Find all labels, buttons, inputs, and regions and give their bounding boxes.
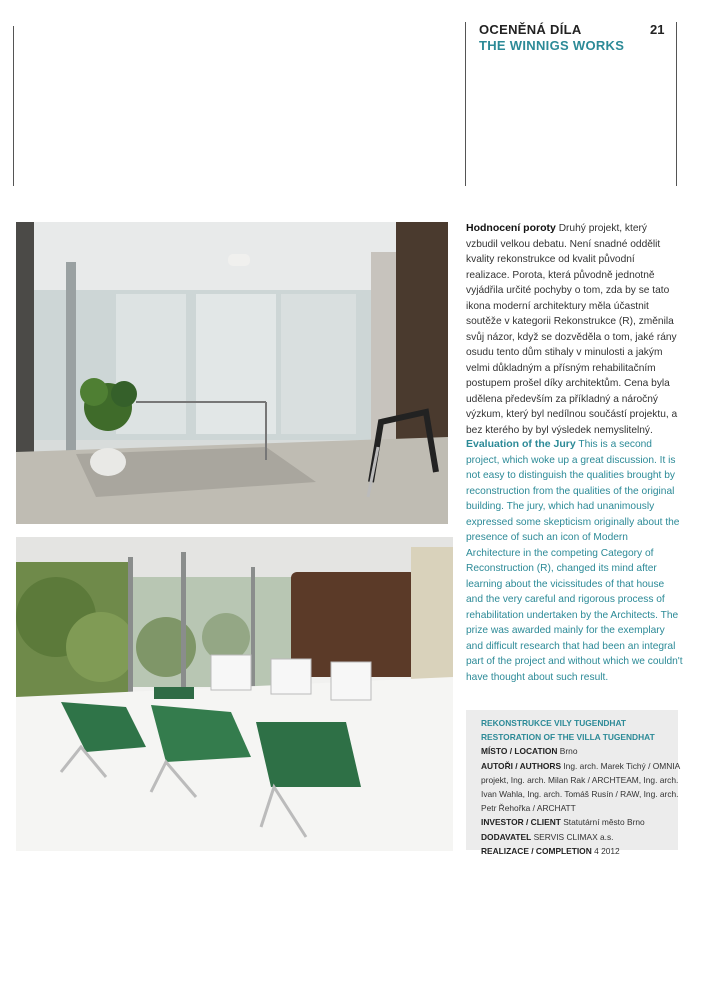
location-value: Brno (559, 746, 578, 757)
section-title-cs: OCENĚNÁ DÍLA (479, 22, 582, 37)
section-title-en: THE WINNIGS WORKS (479, 38, 625, 53)
jury-body-en: This is a second project, which woke up a great discussion. It is not easy to distinguish the qualities brought by reconstruction from the qualities of the original building. The jury, which had unanimously expressed some skepticism originally about the presence of such an icon of Modern Architecture in the competing Category of Reconstruction (R), changed its mind after learning about the vicissitudes of that house and the very careful and rigorous process of rehabilitation undertaken by the Architects. The prize was awarded mainly for the exemplary and difficult research that had been an integral part of the project and without which we couldn't have thought about such result. (466, 439, 683, 683)
jury-body-cs: Druhý projekt, který vzbudil velkou debatu. Není snadné oddělit kvality rekonstrukce od kvalit původní realizace. Porota, která původně jednotně vyjádřila určité pochyby o tom, zda by se tato ikona moderní architektury měla účastnit soutěže v kategorii Rekonstrukce (R), změnila svůj názor, když se dozvěděla o tom, jaké rány osudu tento dům stihaly v minulosti a jakým velmi důkladným a přísným rehabilitačním postupem prošel díky architektům. Cena byla udělena především za příkladný a náročný výzkum, který byl nedílnou součástí projektu, a bez kterého by byl výsledek nemyslitelný. (466, 223, 678, 436)
project-title-en: RESTORATION OF THE VILLA TUGENDHAT (481, 732, 655, 743)
completion-label: REALIZACE / COMPLETION (481, 845, 592, 856)
page-number: 21 (650, 22, 665, 37)
jury-heading-cs: Hodnocení poroty (466, 222, 556, 234)
investor-label: INVESTOR / CLIENT (481, 817, 561, 828)
photo-interior-glass-wall (16, 222, 448, 524)
jury-evaluation-cs (466, 221, 680, 438)
supplier-value: SERVIS CLIMAX a.s. (533, 831, 614, 842)
jury-heading-en: Evaluation of the Jury (466, 438, 576, 450)
authors-value: Ing. arch. Marek Tichý / OMNIA projekt, Ing. arch. Milan Rak / ARCHTEAM, Ing. arch. Ivan Wahla, Ing. arch. Tomáš Rusín / RAW, Ing. arch. Petr Řehořka / ARCHATT (481, 760, 680, 814)
location-label: MÍSTO / LOCATION (481, 746, 558, 757)
investor-value: Statutární město Brno (563, 817, 645, 828)
left-margin-rule (13, 26, 14, 186)
authors-label: AUTOŘI / AUTHORS (481, 760, 562, 771)
header-right-rule (676, 22, 677, 186)
project-info (481, 716, 681, 858)
supplier-row (481, 830, 681, 844)
header-left-rule (465, 22, 466, 186)
supplier-label: DODAVATEL (481, 831, 532, 842)
authors-row (481, 759, 681, 816)
investor-row (481, 815, 681, 829)
photo-living-area-green-chairs (16, 537, 453, 851)
location-row (481, 744, 681, 758)
project-title-cs: REKONSTRUKCE VILY TUGENDHAT (481, 718, 627, 728)
completion-row (481, 844, 681, 858)
jury-evaluation-en (466, 437, 684, 685)
completion-value: 4 2012 (594, 845, 620, 856)
